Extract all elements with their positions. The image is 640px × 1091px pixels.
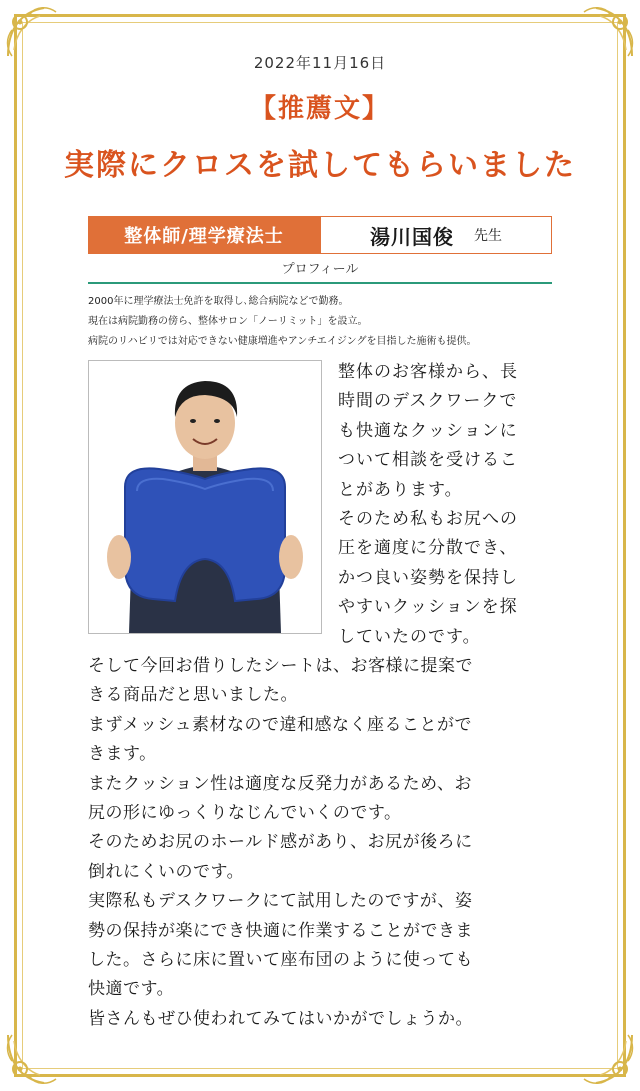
text-line: ついて相談を受けるこ xyxy=(338,450,518,471)
text-line: きる商品だと思いました。 xyxy=(88,685,298,706)
text-line: そして今回お借りしたシートは、お客様に提案で xyxy=(88,656,473,676)
profile-divider xyxy=(88,282,552,284)
publish-date: 2022年11月16日 xyxy=(253,54,387,72)
text-line: 尻の形にゆっくりなじんでいくのです。 xyxy=(88,803,402,824)
text-line: 圧を適度に分散でき、 xyxy=(338,538,518,559)
text-line: きます。 xyxy=(88,744,157,765)
text-line: 快適です。 xyxy=(88,979,175,1000)
honorific: 先生 xyxy=(474,228,502,244)
text-line: 皆さんもぜひ使われてみてはいかがでしょうか。 xyxy=(88,1008,473,1029)
text-line: した。さらに床に置いて座布団のように使っても xyxy=(88,950,473,971)
text-line: 実際私もデスクワークにて試用したのですが、姿 xyxy=(88,891,473,912)
profile-bio xyxy=(88,292,558,352)
text-line: 倒れにくいのです。 xyxy=(88,861,245,882)
text-line: かつ良い姿勢を保持し xyxy=(338,567,518,588)
person-holding-cushion-image xyxy=(89,361,321,633)
text-line: またクッション性は適度な反発力があるため、お xyxy=(88,773,472,794)
text-line: やすいクッションを探 xyxy=(338,597,518,618)
testimonial-body xyxy=(88,652,558,1034)
role-badge: 整体師/理学療法士 xyxy=(88,216,320,254)
text-line: そのため私もお尻への xyxy=(338,509,518,530)
text-line: 時間のデスクワークで xyxy=(338,391,518,412)
name-box xyxy=(320,216,552,254)
person-name: 湯川国俊 xyxy=(370,224,454,249)
text-line: とがあります。 xyxy=(338,479,463,500)
testimonial-side-text xyxy=(338,358,552,652)
profile-header xyxy=(88,216,552,254)
page-title: 実際にクロスを試してもらいました xyxy=(64,148,576,183)
text-line: 整体のお客様から、長 xyxy=(338,362,518,382)
profile-photo xyxy=(88,360,322,634)
bio-line: 病院のリハビリでは対応できない健康増進やアンチエイジングを目指した施術も提供。 xyxy=(88,336,477,347)
bio-line: 現在は病院勤務の傍ら、整体サロン「ノーリミット」を設立。 xyxy=(88,316,368,327)
text-line: まずメッシュ素材なので違和感なく座ることがで xyxy=(88,714,472,735)
recommendation-heading: 【推薦文】 xyxy=(249,94,390,124)
ornamental-corner-icon xyxy=(0,1027,64,1091)
text-line: も快適なクッションに xyxy=(338,420,518,441)
ornamental-corner-icon xyxy=(576,1027,640,1091)
bio-line: 2000年に理学療法士免許を取得し､総合病院などで勤務。 xyxy=(88,296,349,307)
profile-label: プロフィール xyxy=(281,262,359,277)
text-line: 勢の保持が楽にでき快適に作業することができま xyxy=(88,920,473,941)
text-line: そのためお尻のホールド感があり、お尻が後ろに xyxy=(88,832,473,853)
text-line: していたのです。 xyxy=(338,626,481,647)
